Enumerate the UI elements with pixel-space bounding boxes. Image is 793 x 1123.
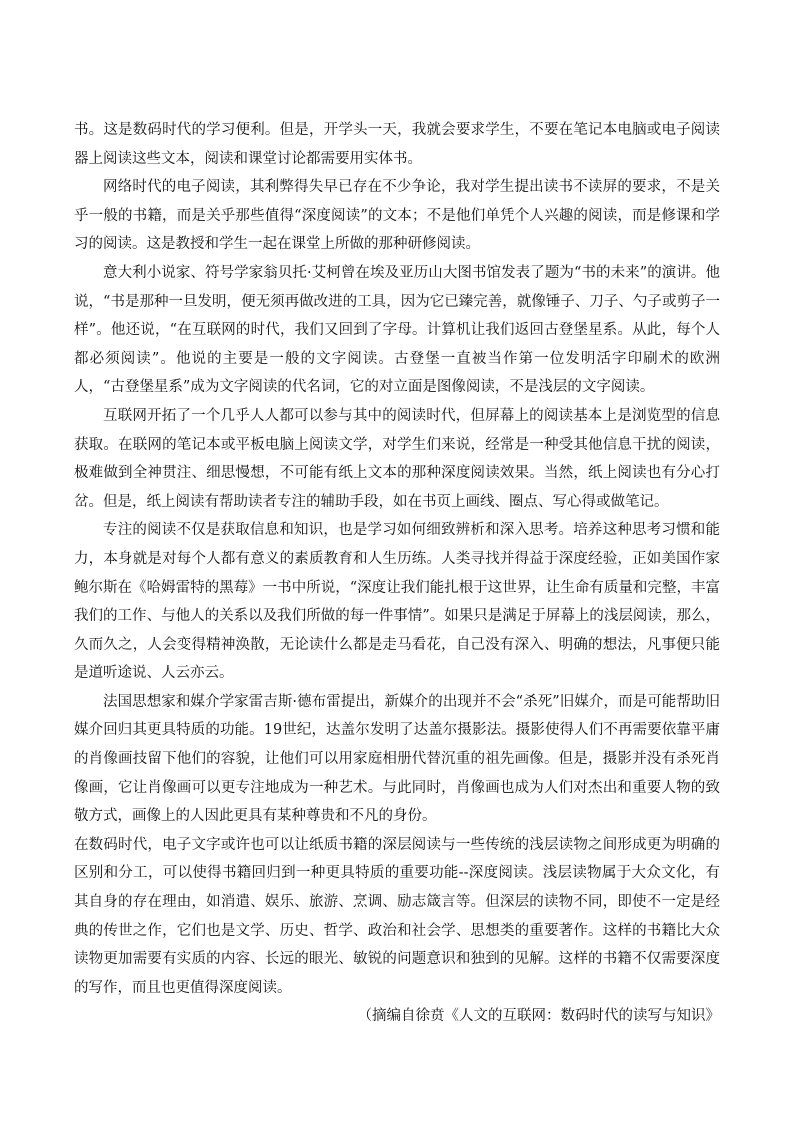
paragraph-4: 互联网开拓了一个几乎人人都可以参与其中的阅读时代，但屏幕上的阅读基本上是浏览型的信息获取。在联网的笔记本或平板电脑上阅读文学，对学生们来说，经常是一种受其他信息干扰的阅读，极难做到全神贯注、细思慢想，不可能有纸上文本的那种深度阅读效果。当然，纸上阅读也有分心打岔。但是，纸上阅读有帮助读者专注的辅助手段，如在书页上画线、圈点、写心得或做笔记。	[74, 407, 720, 510]
article-body	[74, 116, 720, 1031]
paragraph-1: 书。这是数码时代的学习便利。但是，开学头一天，我就会要求学生，不要在笔记本电脑或电子阅读器上阅读这些文本，阅读和课堂讨论都需要用实体书。	[74, 122, 720, 167]
paragraph-6: 法国思想家和媒介学家雷吉斯·德布雷提出，新媒介的出现并不会“杀死”旧媒介，而是可能帮助旧媒介回归其更具特质的功能。19世纪，达盖尔发明了达盖尔摄影法。摄影使得人们不再需要依靠平庸的肖像画技留下他们的容貌，让他们可以用家庭相册代替沉重的祖先画像。但是，摄影并没有杀死肖像画，它让肖像画可以更专注地成为一种艺术。与此同时，肖像画也成为人们对杰出和重要人物的致敬方式，画像上的人因此更具有某种尊贵和不凡的身份。	[74, 693, 720, 825]
paragraph-7: 在数码时代，电子文字或许也可以让纸质书籍的深层阅读与一些传统的浅层读物之间形成更为明确的区别和分工，可以使得书籍回归到一种更具特质的重要功能--深度阅读。浅层读物属于大众文化，有其自身的存在理由，如消遣、娱乐、旅游、烹调、励志箴言等。但深层的读物不同，即使不一定是经典的传世之作，它们也是文学、历史、哲学、政治和社会学、思想类的重要著作。这样的书籍比大众读物更加需要有实质的内容、长远的眼光、敏锐的问题意识和独到的见解。这样的书籍不仅需要深度的写作，而且也更值得深度阅读。	[74, 836, 720, 996]
paragraph-2: 网络时代的电子阅读，其利弊得失早已存在不少争论，我对学生提出读书不读屏的要求，不是关乎一般的书籍，而是关乎那些值得“深度阅读”的文本；不是他们单凭个人兴趣的阅读，而是修课和学习的阅读。这是教授和学生一起在课堂上所做的那种研修阅读。	[74, 179, 720, 253]
paragraph-5: 专注的阅读不仅是获取信息和知识，也是学习如何细致辨析和深入思考。培养这种思考习惯和能力，本身就是对每个人都有意义的素质教育和人生历练。人类寻找并得益于深度经验，正如美国作家鲍尔斯在《哈姆雷特的黑莓》一书中所说，“深度让我们能扎根于这世界，让生命有质量和完整，丰富我们的工作、与他人的关系以及我们所做的每一件事情”。如果只是满足于屏幕上的浅层阅读，那么，久而久之，人会变得精神涣散，无论读什么都是走马看花，自己没有深入、明确的想法，凡事便只能是道听途说、人云亦云。	[74, 522, 720, 682]
source-citation: （摘编自徐贲《人文的互联网：数码时代的读写与知识》	[357, 1008, 720, 1025]
paragraph-3: 意大利小说家、符号学家翁贝托·艾柯曾在埃及亚历山大图书馆发表了题为“书的未来”的演讲。他说，“书是那种一旦发明，便无须再做改进的工具，因为它已臻完善，就像锤子、刀子、勺子或剪子一样”。他还说，“在互联网的时代，我们又回到了字母。计算机让我们返回古登堡星系。从此，每个人都必须阅读”。他说的主要是一般的文字阅读。古登堡一直被当作第一位发明活字印刷术的欧洲人，“古登堡星系”成为文字阅读的代名词，它的对立面是图像阅读，不是浅层的文字阅读。	[74, 264, 720, 396]
